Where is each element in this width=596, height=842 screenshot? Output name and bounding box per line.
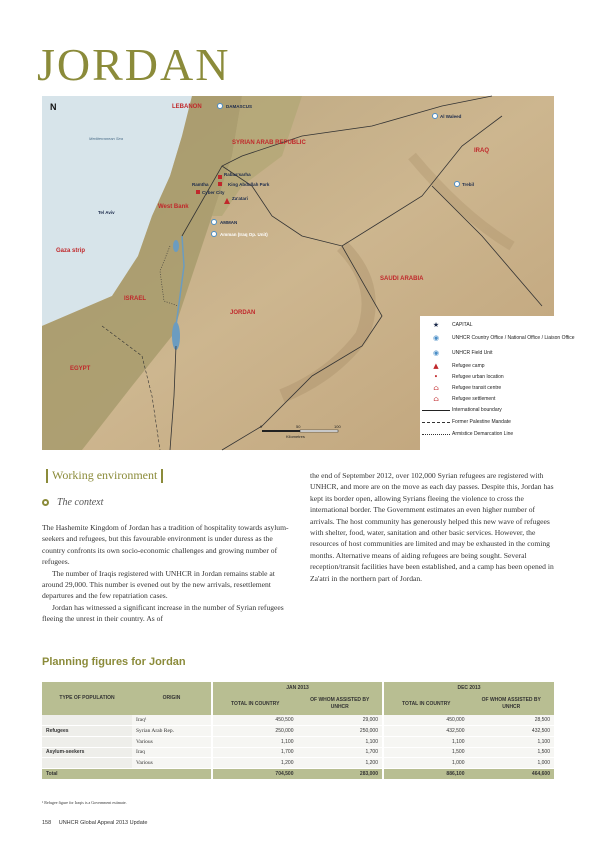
bullet-icon	[42, 499, 49, 506]
map-label-gaza: Gaza strip	[56, 248, 86, 254]
cell-number: 1,200	[212, 758, 298, 769]
header-jan-total: TOTAL IN COUNTRY	[212, 693, 298, 715]
international-boundary-line	[422, 410, 450, 411]
legend-label: Refugee settlement	[452, 396, 496, 402]
legend-label: Armistice Demarcation Line	[452, 431, 514, 437]
cell-type: Refugees	[42, 726, 132, 737]
map-city-al-waleed: Al Waleed	[440, 114, 462, 119]
map-city-amman-office: Amman (Iraq Op. Unit)	[220, 232, 268, 237]
map-label-israel: ISRAEL	[124, 296, 147, 302]
map-city-cyber-city: Cyber City	[202, 190, 225, 195]
office-icon: ◉	[432, 334, 440, 342]
header-dec-total: TOTAL IN COUNTRY	[383, 693, 469, 715]
cell-type	[42, 715, 132, 726]
map-city-ramtha: Ramtha	[192, 182, 209, 187]
table-row	[42, 726, 554, 737]
section-heading	[42, 468, 167, 483]
cell-number: 28,500	[469, 715, 555, 726]
header-origin: ORIGIN	[132, 682, 212, 715]
cell-origin: Various	[132, 736, 212, 747]
legend-row	[420, 383, 501, 393]
cell-number: 250,000	[298, 726, 384, 737]
map-city-trebil: Trebil	[462, 182, 475, 187]
cell-number: 1,500	[383, 747, 469, 758]
map-city-tel-aviv: Tel Aviv	[98, 210, 115, 215]
working-environment-heading: Working environment	[52, 468, 158, 482]
header-type: TYPE OF POPULATION	[42, 682, 132, 715]
cell-number: 450,000	[383, 715, 469, 726]
north-arrow-icon: N	[50, 102, 57, 112]
legend-label: CAPITAL	[452, 322, 473, 328]
page-number: 158	[42, 820, 52, 826]
map-label-sea: Mediterranean Sea	[88, 136, 124, 141]
table-row	[42, 747, 554, 758]
legend-label: Refugee transit centre	[452, 385, 502, 391]
table-total-row	[42, 768, 554, 779]
map-city-damascus: DAMASCUS	[226, 104, 253, 109]
map-label-west-bank: West Bank	[158, 204, 189, 210]
map-city-rabaa: Rabaa'sarha	[224, 172, 251, 177]
header-dec-assisted: OF WHOM ASSISTED BY UNHCR	[469, 693, 555, 715]
legend-row	[420, 417, 511, 427]
legend-label: Refugee camp	[452, 363, 485, 369]
transit-centre-icon: ⌂	[433, 384, 439, 392]
map-legend	[420, 316, 575, 450]
map-label-saudi: SAUDI ARABIA	[380, 276, 424, 282]
map-city-zaatari: Za'atari	[232, 196, 248, 201]
header-jan-assisted: OF WHOM ASSISTED BY UNHCR	[298, 693, 384, 715]
armistice-line	[422, 434, 450, 435]
legend-row	[420, 405, 502, 415]
cell-origin: Various	[132, 758, 212, 769]
urban-location-icon: •	[433, 373, 439, 381]
planning-table	[42, 682, 554, 779]
settlement-icon: ⌂	[433, 395, 439, 403]
legend-row	[420, 333, 575, 343]
header-dec: DEC 2013	[383, 682, 554, 693]
map-city-amman: AMMAN	[220, 220, 238, 225]
cell-number: 450,500	[212, 715, 298, 726]
cell-number: 1,700	[212, 747, 298, 758]
legend-label: UNHCR Field Unit	[452, 350, 493, 356]
field-unit-icon: ◉	[432, 349, 440, 357]
map-label-lebanon: LEBANON	[172, 104, 202, 110]
map-label-egypt: EGYPT	[70, 366, 91, 372]
scale-tick-0: 0	[260, 424, 263, 429]
cell-origin: Iraq¹	[132, 715, 212, 726]
cell-number: 1,000	[383, 758, 469, 769]
cell-number: 1,100	[383, 736, 469, 747]
cell-number: 704,500	[212, 768, 298, 779]
cell-number: 1,500	[469, 747, 555, 758]
scale-tick-100: 100	[334, 424, 341, 429]
table-row	[42, 736, 554, 747]
cell-type	[42, 736, 132, 747]
map-label-syria: SYRIAN ARAB REPUBLIC	[232, 140, 306, 146]
palestine-mandate-line	[422, 422, 450, 423]
cell-number: 464,600	[469, 768, 555, 779]
context-heading: The context	[57, 497, 104, 508]
star-icon: ★	[432, 321, 440, 329]
cell-number: 250,000	[212, 726, 298, 737]
legend-row	[420, 320, 472, 330]
sub-heading	[42, 497, 103, 508]
cell-origin: Syrian Arab Rep.	[132, 726, 212, 737]
cell-number: 29,000	[298, 715, 384, 726]
legend-row	[420, 348, 493, 358]
legend-row	[420, 394, 495, 404]
cell-number: 1,100	[298, 736, 384, 747]
header-jan: JAN 2013	[212, 682, 383, 693]
page-footer	[42, 820, 147, 826]
legend-label: Refugee urban location	[452, 374, 504, 380]
footer-text: UNHCR Global Appeal 2013 Update	[58, 820, 148, 826]
cell-number: 1,100	[469, 736, 555, 747]
camp-icon: ▲	[433, 362, 439, 370]
cell-number: 432,500	[469, 726, 555, 737]
map-city-king-abdullah: King Abdullah Park	[228, 182, 270, 187]
legend-row	[420, 429, 513, 439]
legend-label: International boundary	[452, 407, 502, 413]
cell-type	[42, 758, 132, 769]
paragraph: The number of Iraqis registered with UNHCR in Jordan remains stable at around 29,000. This number is evened out by the new arrivals, resettlement departures and the few repatriation cases.	[42, 568, 275, 601]
scale-tick-50: 50	[296, 424, 301, 429]
legend-row	[420, 372, 504, 382]
scale-unit: Kilometres	[286, 434, 305, 439]
paragraph: The Hashemite Kingdom of Jordan has a tradition of hospitality towards asylum-seekers and refugees, but this favourable environment is under duress as the country confronts its own socio-economic challenges and growing number of refugees.	[42, 523, 289, 567]
paragraph: Jordan has witnessed a significant increase in the number of Syrian refugees fleeing the unrest in their country. As of	[42, 602, 284, 624]
map-label-jordan: JORDAN	[230, 310, 256, 316]
cell-number: 1,200	[298, 758, 384, 769]
jordan-map	[42, 96, 575, 450]
text-column-left	[42, 522, 294, 625]
cell-total-label: Total	[42, 768, 132, 779]
table-row	[42, 715, 554, 726]
planning-title: Planning figures for Jordan	[42, 656, 186, 668]
cell-number: 1,000	[469, 758, 555, 769]
legend-row	[420, 361, 485, 371]
cell-number: 283,000	[298, 768, 384, 779]
legend-label: Former Palestine Mandate	[452, 419, 511, 425]
text-column-right	[310, 470, 554, 584]
cell-number: 1,100	[212, 736, 298, 747]
table-row	[42, 758, 554, 769]
paragraph: the end of September 2012, over 102,000 Syrian refugees are registered with UNHCR, and more are on the move as each day passes. Despite this, Jordan has kept its border open, allowing Syrians fleeing the violence to cross the international border. The Government estimates an even higher number of arrivals. The host community has generously helped this new wave of refugees with shelter, food, water, sanitation and other basic services. However, the resources of host communities are limited and may be exhausted in the coming months. Alternative means of aiding refugees are being sought. Several reception/transit facilities have been established, and a camp has been opened in Za'atri in the northern part of Jordan.	[310, 471, 554, 583]
cell-origin: Iraq	[132, 747, 212, 758]
map-label-iraq: IRAQ	[474, 148, 489, 154]
footnote: ¹ Refugee figure for Iraqis is a Government estimate.	[42, 800, 127, 805]
legend-label: UNHCR Country Office / National Office / Liaison Office	[452, 335, 575, 341]
cell-number: 886,100	[383, 768, 469, 779]
page-title: JORDAN	[37, 39, 231, 90]
cell-type: Asylum-seekers	[42, 747, 132, 758]
cell-number: 432,500	[383, 726, 469, 737]
cell-number: 1,700	[298, 747, 384, 758]
